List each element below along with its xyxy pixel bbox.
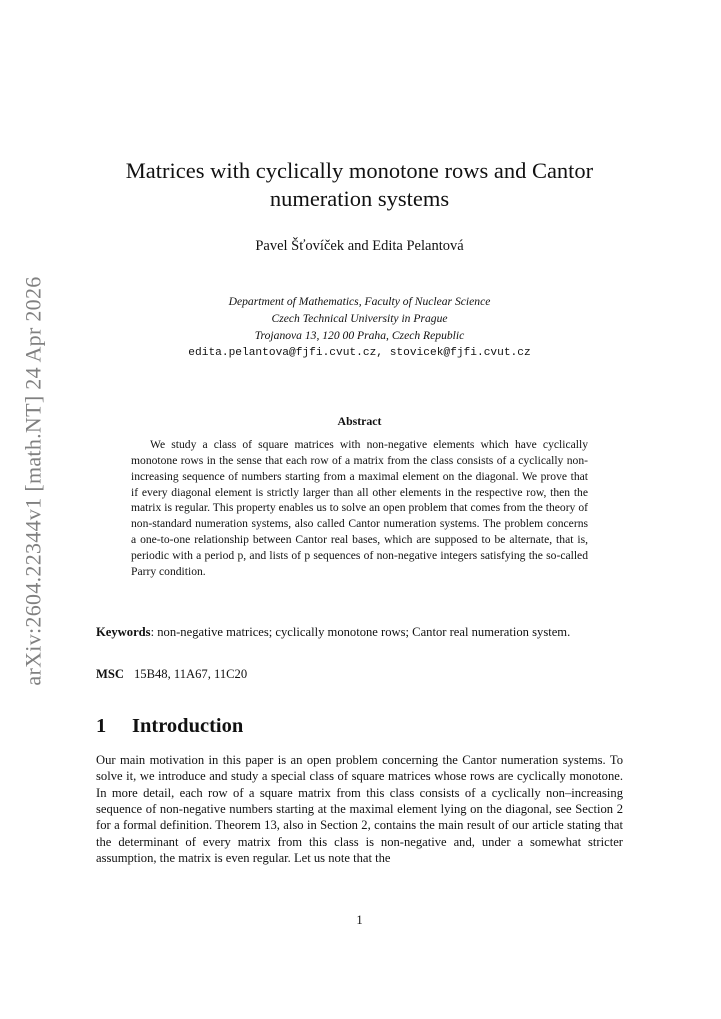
arxiv-stamp-text: arXiv:2604.22344v1 [math.NT] 24 Apr 2026 [21, 276, 47, 686]
arxiv-stamp [18, 276, 50, 686]
affiliation-university: Czech Technical University in Prague [271, 312, 448, 325]
keywords-text: : non-negative matrices; cyclically monotone rows; Cantor real numeration system. [150, 625, 571, 639]
affiliation-block [96, 293, 623, 344]
paper-title: Matrices with cyclically monotone rows and Cantor numeration systems [125, 158, 594, 211]
page-number: 1 [356, 913, 363, 927]
abstract-heading: Abstract [337, 414, 382, 428]
msc-codes: 15B48, 11A67, 11C20 [134, 667, 248, 681]
author-emails: edita.pelantova@fjfi.cvut.cz, stovicek@fjfi.cvut.cz [188, 347, 531, 359]
author-list: Pavel Šťovíček and Edita Pelantová [255, 238, 464, 254]
section-number: 1 [96, 715, 107, 737]
affiliation-department: Department of Mathematics, Faculty of Nuclear Science [228, 295, 491, 308]
keywords-line [96, 624, 623, 641]
abstract-text: We study a class of square matrices with non-negative elements which have cyclically monotone rows in the sense that each row of a matrix from the class consists of a cyclically non-increasing sequence of numbers starting from a maximal element on the diagonal. We prove that if every diagonal element is strictly larger than all other elements in the respective row, then the matrix is regular. This property enables us to solve an open problem that comes from the theory of non-standard numeration systems, also called Cantor numeration systems. The problem concerns a one-to-one relationship between Cantor real bases, which are supposed to be alternate, that is, periodic with a period p, and lists of p sequences of non-negative integers satisfying the so-called Parry condition. [131, 438, 588, 578]
intro-paragraph: Our main motivation in this paper is an open problem concerning the Cantor numeration systems. To solve it, we introduce and study a special class of square matrices whose rows are cyclically monotone. In more detail, each row of a square matrix from this class consists of a cyclically non–increasing sequence of non-negative numbers starting at the maximal element lying on the diagonal, see Section 2 for a formal definition. Theorem 13, also in Section 2, contains the main result of our article stating that the determinant of every matrix from this class is non-negative and, under a somewhat stricter assumption, the matrix is even regular. Let us note that the [96, 753, 623, 866]
section-title: Introduction [132, 715, 244, 737]
affiliation-address: Trojanova 13, 120 00 Praha, Czech Republic [254, 329, 465, 342]
section-heading [96, 713, 243, 739]
keywords-label: Keywords [96, 625, 151, 639]
msc-line [96, 666, 623, 682]
msc-label: MSC [96, 667, 124, 681]
